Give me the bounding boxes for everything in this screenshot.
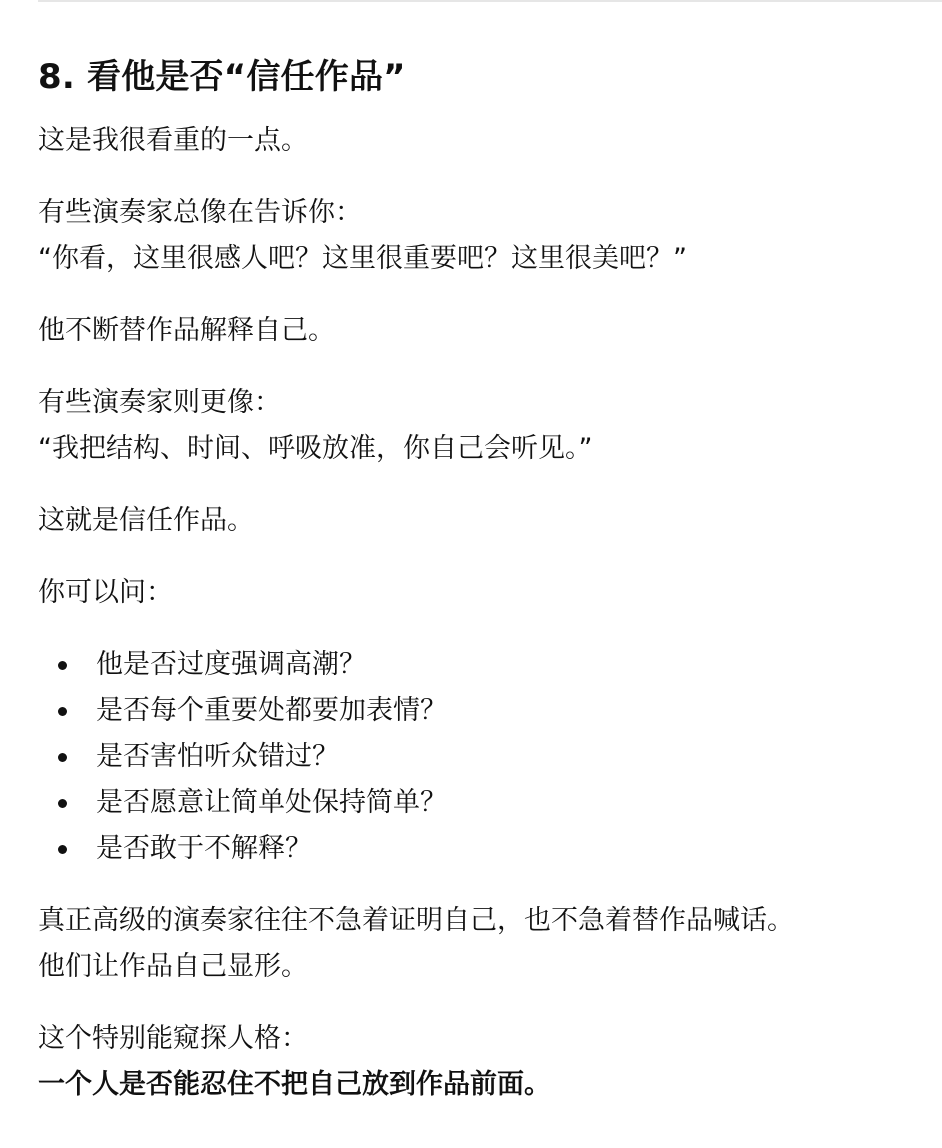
article-body [38,54,928,1108]
list-item [38,826,928,872]
paragraph-explains-itself: 他不断替作品解释自己。 [38,315,335,346]
paragraph-line: 这个特别能窥探人格： [38,1023,308,1054]
quote-line: “我把结构、时间、呼吸放准，你自己会听见。” [38,433,593,464]
list-item [38,780,928,826]
paragraph-performer-trusts [38,380,928,472]
paragraph-trust-work: 这就是信任作品。 [38,505,254,536]
list-item-text: 是否敢于不解释？ [96,833,312,864]
list-item-text: 是否愿意让简单处保持简单？ [96,787,447,818]
list-item-text: 是否每个重要处都要加表情？ [96,695,447,726]
paragraph-line: 有些演奏家则更像： [38,387,281,418]
list-item-text: 他是否过度强调高潮？ [96,649,366,680]
list-item [38,688,928,734]
paragraph-advanced-performer [38,898,928,990]
top-divider [38,0,942,2]
quote-line: “你看，这里很感人吧？这里很重要吧？这里很美吧？” [38,243,687,274]
list-item [38,734,928,780]
paragraph-line: 真正高级的演奏家往往不急着证明自己，也不急着替作品喊话。 [38,905,794,936]
bullet-dot-icon [58,707,67,716]
question-list [38,642,928,872]
paragraph-line: 他们让作品自己显形。 [38,951,308,982]
list-item [38,642,928,688]
paragraph-line: 有些演奏家总像在告诉你： [38,197,362,228]
list-item-text: 是否害怕听众错过？ [96,741,339,772]
paragraph-personality [38,1016,928,1108]
bullet-dot-icon [58,661,67,670]
paragraph-performer-explains [38,190,928,282]
bullet-dot-icon [58,799,67,808]
emphasis-line: 一个人是否能忍住不把自己放到作品前面。 [38,1069,551,1100]
bullet-dot-icon [58,845,67,854]
section-heading: 8. 看他是否“信任作品” [38,57,406,97]
paragraph-intro: 这是我很看重的一点。 [38,125,308,156]
bullet-dot-icon [58,753,67,762]
paragraph-you-can-ask: 你可以问： [38,577,173,608]
